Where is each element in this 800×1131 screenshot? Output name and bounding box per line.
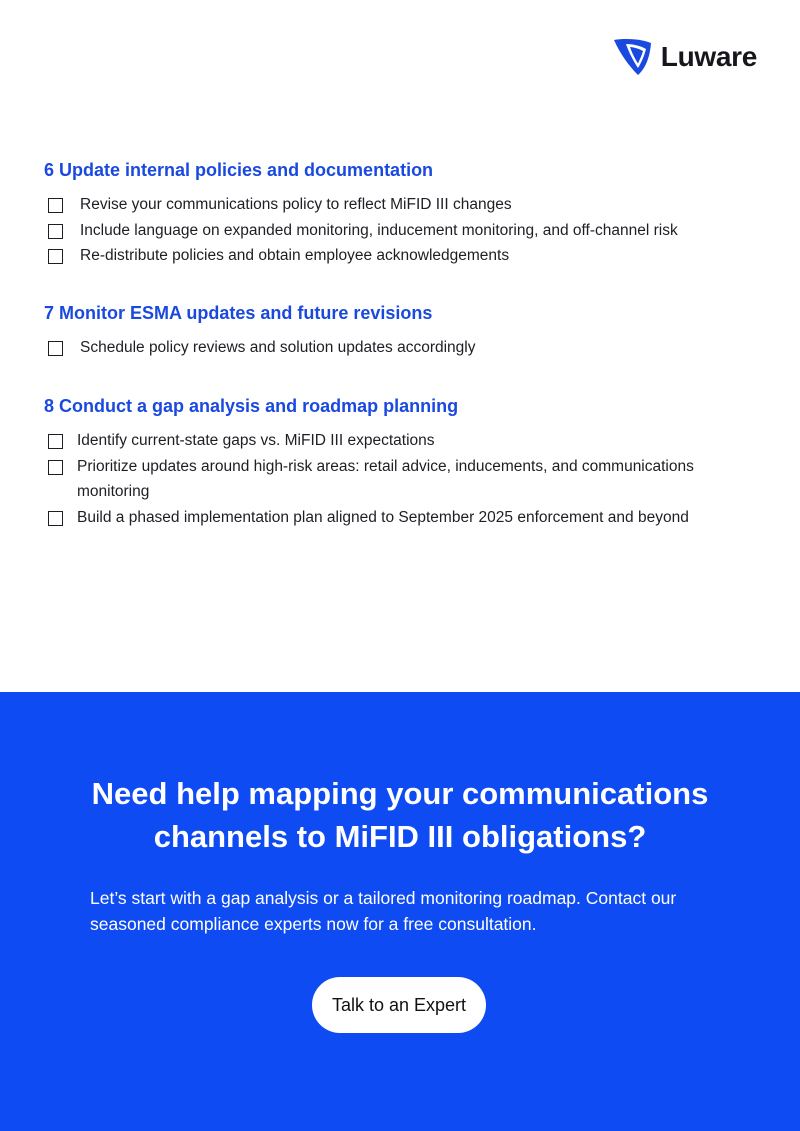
section-title: 8 Conduct a gap analysis and roadmap planning (44, 396, 459, 416)
checklist (44, 335, 744, 361)
checklist-item-text: Include language on expanded monitoring, inducement monitoring, and off-channel risk (80, 221, 678, 239)
checklist-item-text: Revise your communications policy to reflect MiFID III changes (80, 196, 512, 213)
checklist-item (44, 454, 744, 505)
cta-title: Need help mapping your communications channels to MiFID III obligations? (91, 776, 709, 854)
checklist-item (44, 335, 744, 361)
section-update-policies (44, 158, 744, 269)
luware-logo[interactable] (611, 38, 757, 76)
checklist-item-text: Schedule policy reviews and solution updates accordingly (80, 339, 476, 356)
checklist-item-text: Identify current-state gaps vs. MiFID III expectations (77, 432, 435, 449)
checklist-item (44, 218, 744, 244)
checklist-item (44, 428, 744, 454)
cta-banner (0, 692, 800, 1131)
checklist-item-text: Build a phased implementation plan aligned to September 2025 enforcement and beyond (77, 508, 689, 526)
checklist-item (44, 192, 744, 218)
checkbox[interactable] (48, 434, 63, 449)
section-title: 7 Monitor ESMA updates and future revisions (44, 303, 433, 323)
checklist-item (44, 243, 744, 269)
checkbox[interactable] (48, 511, 63, 526)
checkbox[interactable] (48, 341, 63, 356)
checklist (44, 428, 744, 530)
luware-wordmark: Luware (660, 41, 757, 72)
checkbox[interactable] (48, 249, 63, 264)
section-gap-analysis (44, 394, 744, 530)
checklist-item-text: Prioritize updates around high-risk areas: retail advice, inducements, and communications monitoring (77, 457, 694, 500)
checklist-item-text: Re-distribute policies and obtain employee acknowledgements (80, 247, 510, 264)
talk-to-expert-button[interactable]: Talk to an Expert (312, 977, 486, 1033)
cta-description: Let’s start with a gap analysis or a tailored monitoring roadmap. Contact our seasoned compliance experts now for a free consultation. (90, 888, 677, 934)
checkbox[interactable] (48, 460, 63, 475)
luware-logo-icon (611, 38, 653, 76)
section-monitor-esma (44, 301, 744, 361)
checklist (44, 192, 744, 269)
checkbox[interactable] (48, 224, 63, 239)
checkbox[interactable] (48, 198, 63, 213)
section-title: 6 Update internal policies and documentation (44, 160, 434, 180)
checklist-item (44, 505, 744, 531)
